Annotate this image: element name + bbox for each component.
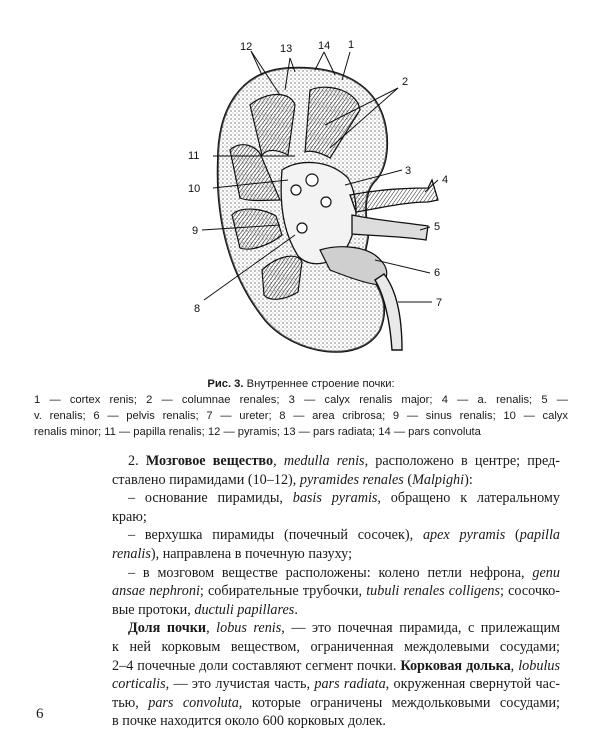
text-line: вые протоки, ductuli papillares. xyxy=(112,601,298,618)
text-line: краю; xyxy=(112,508,147,525)
caption-line: 1 — cortex renis; 2 — columnae renales; 3 — calyx renalis major; 4 — a. renalis; 5 — xyxy=(34,394,568,406)
text-line: corticalis, — это лучистая часть, pars radiata, окруженная свернутой час- xyxy=(112,676,560,693)
callout-14: 14 xyxy=(318,40,331,52)
callout-6: 6 xyxy=(434,267,441,279)
page-number: 6 xyxy=(36,706,44,722)
callout-12: 12 xyxy=(240,41,253,53)
caption-title xyxy=(34,376,568,392)
text-line: в почке находится около 600 корковых долек. xyxy=(112,713,386,730)
callout-13: 13 xyxy=(280,43,293,55)
text-line: – в мозговом веществе расположены: колено петли нефрона, genu xyxy=(128,564,560,581)
callout-8: 8 xyxy=(194,303,201,315)
kidney-illustration xyxy=(170,30,470,375)
text-line: Доля почки, lobus renis, — это почечная пирамида, с прилежащим xyxy=(128,620,561,637)
callout-7: 7 xyxy=(436,297,443,309)
callout-9: 9 xyxy=(192,225,199,237)
text-line: ставлено пирамидами (10–12), pyramides renales (Malpighi): xyxy=(112,471,473,488)
text-line: тью, pars convoluta, которые ограничены междольковыми сосудами; xyxy=(112,694,560,711)
text-line: 2. Мозговое вещество, medulla renis, расположено в центре; пред- xyxy=(128,453,561,469)
caption-prefix: Рис. 3. xyxy=(207,378,244,390)
text-line: к ней корковым веществом, ограниченная междолевыми сосудами; xyxy=(112,638,560,655)
callout-11: 11 xyxy=(188,150,200,162)
callout-3: 3 xyxy=(405,165,412,177)
callout-4: 4 xyxy=(442,174,449,186)
kidney-drawing xyxy=(170,30,470,375)
text-line: – основание пирамиды, basis pyramis, обращено к латеральному xyxy=(128,490,560,507)
body-text xyxy=(112,452,560,731)
callout-10: 10 xyxy=(188,183,201,195)
callout-1: 1 xyxy=(348,39,355,51)
caption-line: v. renalis; 6 — pelvis renalis; 7 — ureter; 8 — area cribrosa; 9 — sinus renalis; 10 — calyx xyxy=(34,410,568,422)
text-line: – верхушка пирамиды (почечный сосочек), apex pyramis (papilla xyxy=(128,527,560,544)
caption-line: renalis minor; 11 — papilla renalis; 12 — pyramis; 13 — pars radiata; 14 — pars convoluta xyxy=(34,426,481,438)
callout-2: 2 xyxy=(402,76,409,88)
text-line: ansae nephroni; собирательные трубочки, tubuli renales colligens; сосочко- xyxy=(112,583,560,600)
caption-title-text: Внутреннее строение почки: xyxy=(246,378,395,390)
figure-caption xyxy=(34,376,568,440)
text-line: 2–4 почечные доли составляют сегмент почки. Корковая долька, lobulus xyxy=(112,657,560,674)
callout-5: 5 xyxy=(434,221,441,233)
text-line: renalis), направлена в почечную пазуху; xyxy=(112,545,353,562)
